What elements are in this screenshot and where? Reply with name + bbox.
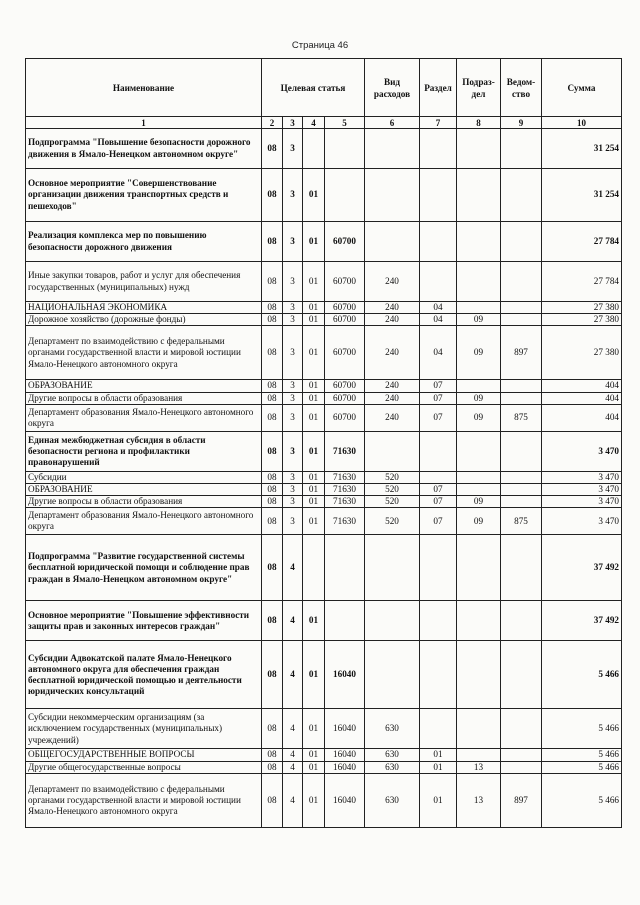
target-activity: 01 [303, 326, 325, 380]
subsection-code [457, 431, 501, 471]
row-sum: 5 466 [542, 641, 622, 709]
target-program: 08 [262, 641, 283, 709]
target-program: 08 [262, 129, 283, 169]
row-sum: 27 380 [542, 314, 622, 326]
column-number: 6 [365, 117, 420, 129]
column-number: 3 [283, 117, 303, 129]
target-subprogram: 3 [283, 302, 303, 314]
expense-type: 630 [365, 709, 420, 749]
column-number: 9 [501, 117, 542, 129]
subsection-code: 13 [457, 761, 501, 773]
section-code: 07 [420, 404, 457, 431]
header-sum: Сумма [542, 59, 622, 117]
header-subsection: Подраз-дел [457, 59, 501, 117]
section-code: 04 [420, 314, 457, 326]
subsection-code [457, 484, 501, 496]
table-row [26, 169, 622, 222]
department-code [501, 641, 542, 709]
section-code: 04 [420, 302, 457, 314]
table-row [26, 326, 622, 380]
section-code [420, 535, 457, 601]
target-subprogram: 3 [283, 222, 303, 262]
target-activity: 01 [303, 314, 325, 326]
target-direction: 16040 [325, 773, 365, 827]
target-program: 08 [262, 773, 283, 827]
subsection-code: 09 [457, 392, 501, 404]
target-direction: 71630 [325, 431, 365, 471]
target-subprogram: 3 [283, 404, 303, 431]
row-sum: 5 466 [542, 709, 622, 749]
budget-table [25, 58, 622, 828]
row-name: НАЦИОНАЛЬНАЯ ЭКОНОМИКА [26, 302, 262, 314]
target-activity: 01 [303, 431, 325, 471]
target-activity [303, 535, 325, 601]
section-code: 01 [420, 761, 457, 773]
row-sum: 404 [542, 380, 622, 392]
table-row [26, 601, 622, 641]
target-activity: 01 [303, 392, 325, 404]
section-code: 04 [420, 326, 457, 380]
expense-type: 520 [365, 508, 420, 535]
row-sum: 3 470 [542, 508, 622, 535]
section-code [420, 169, 457, 222]
row-sum: 37 492 [542, 535, 622, 601]
target-activity: 01 [303, 222, 325, 262]
target-subprogram: 3 [283, 484, 303, 496]
table-body [26, 129, 622, 828]
target-subprogram: 3 [283, 129, 303, 169]
target-subprogram: 4 [283, 749, 303, 761]
target-direction: 16040 [325, 749, 365, 761]
row-sum: 3 470 [542, 484, 622, 496]
table-row [26, 761, 622, 773]
target-program: 08 [262, 496, 283, 508]
table-row [26, 508, 622, 535]
table-row [26, 404, 622, 431]
table-row [26, 302, 622, 314]
header-department: Ведом-ство [501, 59, 542, 117]
department-code [501, 169, 542, 222]
expense-type: 240 [365, 314, 420, 326]
target-direction: 71630 [325, 471, 365, 483]
target-program: 08 [262, 169, 283, 222]
subsection-code: 09 [457, 326, 501, 380]
expense-type: 240 [365, 392, 420, 404]
table-row [26, 641, 622, 709]
subsection-code [457, 641, 501, 709]
row-sum: 27 784 [542, 262, 622, 302]
expense-type [365, 431, 420, 471]
table-row [26, 496, 622, 508]
target-direction: 60700 [325, 380, 365, 392]
subsection-code: 09 [457, 508, 501, 535]
target-subprogram: 3 [283, 496, 303, 508]
column-number: 5 [325, 117, 365, 129]
target-program: 08 [262, 709, 283, 749]
row-sum: 3 470 [542, 496, 622, 508]
section-code [420, 431, 457, 471]
department-code [501, 471, 542, 483]
target-activity: 01 [303, 169, 325, 222]
target-program: 08 [262, 326, 283, 380]
table-row [26, 392, 622, 404]
row-name: Иные закупки товаров, работ и услуг для обеспечения государственных (муниципальных) нужд [26, 262, 262, 302]
target-program: 08 [262, 749, 283, 761]
target-direction: 71630 [325, 484, 365, 496]
target-activity: 01 [303, 262, 325, 302]
section-code: 01 [420, 773, 457, 827]
section-code [420, 222, 457, 262]
row-name: ОБРАЗОВАНИЕ [26, 380, 262, 392]
header-section: Раздел [420, 59, 457, 117]
target-subprogram: 3 [283, 314, 303, 326]
column-number: 4 [303, 117, 325, 129]
section-code [420, 641, 457, 709]
target-program: 08 [262, 380, 283, 392]
table-row [26, 484, 622, 496]
row-name: ОБРАЗОВАНИЕ [26, 484, 262, 496]
row-name: Департамент образования Ямало-Ненецкого автономного округа [26, 404, 262, 431]
target-program: 08 [262, 302, 283, 314]
target-subprogram: 3 [283, 471, 303, 483]
table-row [26, 262, 622, 302]
section-code [420, 471, 457, 483]
target-program: 08 [262, 601, 283, 641]
department-code: 875 [501, 508, 542, 535]
table-row [26, 222, 622, 262]
target-program: 08 [262, 222, 283, 262]
header-name: Наименование [26, 59, 262, 117]
target-direction: 16040 [325, 709, 365, 749]
target-direction: 71630 [325, 508, 365, 535]
expense-type [365, 129, 420, 169]
subsection-code [457, 169, 501, 222]
subsection-code [457, 302, 501, 314]
row-sum: 5 466 [542, 749, 622, 761]
department-code [501, 392, 542, 404]
target-activity: 01 [303, 471, 325, 483]
target-direction: 60700 [325, 302, 365, 314]
row-sum: 3 470 [542, 431, 622, 471]
target-direction: 60700 [325, 392, 365, 404]
section-code: 07 [420, 380, 457, 392]
target-program: 08 [262, 314, 283, 326]
column-number: 2 [262, 117, 283, 129]
department-code [501, 749, 542, 761]
expense-type: 240 [365, 326, 420, 380]
document-sheet [25, 58, 622, 828]
row-sum: 5 466 [542, 761, 622, 773]
department-code: 897 [501, 326, 542, 380]
expense-type [365, 222, 420, 262]
department-code [501, 601, 542, 641]
department-code [501, 709, 542, 749]
row-name: Другие общегосударственные вопросы [26, 761, 262, 773]
row-name: Другие вопросы в области образования [26, 392, 262, 404]
target-activity: 01 [303, 601, 325, 641]
expense-type: 520 [365, 471, 420, 483]
row-name: Субсидии Адвокатской палате Ямало-Ненецкого автономного округа для обеспечения граждан бесплатной юридической помощью и деятельности юридических консультаций [26, 641, 262, 709]
row-name: Департамент по взаимодействию с федеральными органами государственной власти и мировой юстиции Ямало-Ненецкого автономного округа [26, 773, 262, 827]
section-code: 01 [420, 749, 457, 761]
table-row [26, 535, 622, 601]
header-target-article: Целевая статья [262, 59, 365, 117]
row-name: Подпрограмма "Развитие государственной системы бесплатной юридической помощи и соблюдение прав граждан в Ямало-Ненецком автономном округе" [26, 535, 262, 601]
subsection-code [457, 709, 501, 749]
row-sum: 404 [542, 404, 622, 431]
row-name: Основное мероприятие "Совершенствование организации движения транспортных средств и пешеходов" [26, 169, 262, 222]
subsection-code [457, 222, 501, 262]
target-subprogram: 4 [283, 761, 303, 773]
target-program: 08 [262, 508, 283, 535]
section-code [420, 709, 457, 749]
department-code [501, 262, 542, 302]
target-subprogram: 4 [283, 709, 303, 749]
target-direction: 60700 [325, 222, 365, 262]
row-sum: 31 254 [542, 169, 622, 222]
target-activity: 01 [303, 641, 325, 709]
row-sum: 37 492 [542, 601, 622, 641]
target-subprogram: 4 [283, 535, 303, 601]
section-code [420, 262, 457, 302]
page-number: Страница 46 [291, 40, 349, 51]
section-code: 07 [420, 484, 457, 496]
target-subprogram: 3 [283, 380, 303, 392]
subsection-code [457, 471, 501, 483]
target-activity: 01 [303, 761, 325, 773]
expense-type: 520 [365, 496, 420, 508]
target-subprogram: 3 [283, 508, 303, 535]
row-name: Субсидии [26, 471, 262, 483]
department-code [501, 314, 542, 326]
column-numbers-row [26, 117, 622, 129]
department-code [501, 222, 542, 262]
target-direction: 60700 [325, 262, 365, 302]
expense-type: 240 [365, 262, 420, 302]
expense-type: 630 [365, 773, 420, 827]
subsection-code [457, 749, 501, 761]
target-subprogram: 3 [283, 431, 303, 471]
target-activity: 01 [303, 404, 325, 431]
column-number: 8 [457, 117, 501, 129]
subsection-code [457, 129, 501, 169]
row-name: ОБЩЕГОСУДАРСТВЕННЫЕ ВОПРОСЫ [26, 749, 262, 761]
section-code: 07 [420, 496, 457, 508]
target-direction: 60700 [325, 314, 365, 326]
expense-type [365, 601, 420, 641]
target-activity: 01 [303, 508, 325, 535]
target-subprogram: 3 [283, 169, 303, 222]
target-activity: 01 [303, 496, 325, 508]
row-name: Основное мероприятие "Повышение эффективности защиты прав и законных интересов граждан" [26, 601, 262, 641]
target-subprogram: 4 [283, 773, 303, 827]
target-activity: 01 [303, 380, 325, 392]
row-name: Единая межбюджетная субсидия в области безопасности региона и профилактики правонарушений [26, 431, 262, 471]
target-subprogram: 3 [283, 392, 303, 404]
table-row [26, 129, 622, 169]
subsection-code: 09 [457, 496, 501, 508]
target-direction [325, 129, 365, 169]
target-subprogram: 4 [283, 641, 303, 709]
row-sum: 3 470 [542, 471, 622, 483]
department-code [501, 302, 542, 314]
table-row [26, 773, 622, 827]
row-sum: 27 784 [542, 222, 622, 262]
subsection-code [457, 380, 501, 392]
row-sum: 27 380 [542, 302, 622, 314]
expense-type [365, 641, 420, 709]
expense-type: 630 [365, 761, 420, 773]
column-number: 1 [26, 117, 262, 129]
department-code [501, 431, 542, 471]
target-direction [325, 169, 365, 222]
row-sum: 5 466 [542, 773, 622, 827]
target-direction [325, 535, 365, 601]
subsection-code [457, 535, 501, 601]
expense-type: 520 [365, 484, 420, 496]
expense-type: 240 [365, 302, 420, 314]
target-program: 08 [262, 262, 283, 302]
expense-type: 240 [365, 404, 420, 431]
subsection-code: 09 [457, 314, 501, 326]
section-code: 07 [420, 392, 457, 404]
department-code [501, 380, 542, 392]
row-name: Субсидии некоммерческим организациям (за исключением государственных (муниципальных) учреждений) [26, 709, 262, 749]
expense-type [365, 535, 420, 601]
subsection-code [457, 601, 501, 641]
row-sum: 27 380 [542, 326, 622, 380]
row-sum: 31 254 [542, 129, 622, 169]
table-row [26, 431, 622, 471]
row-name: Департамент образования Ямало-Ненецкого автономного округа [26, 508, 262, 535]
section-code [420, 129, 457, 169]
target-direction: 60700 [325, 404, 365, 431]
target-subprogram: 4 [283, 601, 303, 641]
table-row [26, 749, 622, 761]
target-subprogram: 3 [283, 262, 303, 302]
target-activity: 01 [303, 709, 325, 749]
subsection-code: 13 [457, 773, 501, 827]
target-direction [325, 601, 365, 641]
expense-type: 240 [365, 380, 420, 392]
row-sum: 404 [542, 392, 622, 404]
row-name: Реализация комплекса мер по повышению безопасности дорожного движения [26, 222, 262, 262]
expense-type: 630 [365, 749, 420, 761]
target-program: 08 [262, 404, 283, 431]
header-row [26, 59, 622, 117]
department-code [501, 496, 542, 508]
table-row [26, 709, 622, 749]
target-direction: 16040 [325, 761, 365, 773]
column-number: 7 [420, 117, 457, 129]
target-program: 08 [262, 761, 283, 773]
target-direction: 71630 [325, 496, 365, 508]
department-code: 897 [501, 773, 542, 827]
table-row [26, 380, 622, 392]
target-activity: 01 [303, 302, 325, 314]
subsection-code [457, 262, 501, 302]
department-code [501, 535, 542, 601]
target-program: 08 [262, 484, 283, 496]
subsection-code: 09 [457, 404, 501, 431]
row-name: Дорожное хозяйство (дорожные фонды) [26, 314, 262, 326]
target-direction: 60700 [325, 326, 365, 380]
department-code [501, 484, 542, 496]
table-row [26, 314, 622, 326]
section-code: 07 [420, 508, 457, 535]
target-activity [303, 129, 325, 169]
row-name: Подпрограмма "Повышение безопасности дорожного движения в Ямало-Ненецком автономном округе" [26, 129, 262, 169]
target-direction: 16040 [325, 641, 365, 709]
header-expense-type: Вид расходов [365, 59, 420, 117]
department-code [501, 761, 542, 773]
target-activity: 01 [303, 484, 325, 496]
table-row [26, 471, 622, 483]
target-program: 08 [262, 431, 283, 471]
expense-type [365, 169, 420, 222]
target-subprogram: 3 [283, 326, 303, 380]
target-program: 08 [262, 392, 283, 404]
column-number: 10 [542, 117, 622, 129]
row-name: Департамент по взаимодействию с федеральными органами государственной власти и мировой юстиции Ямало-Ненецкого автономного округа [26, 326, 262, 380]
target-program: 08 [262, 535, 283, 601]
target-activity: 01 [303, 749, 325, 761]
section-code [420, 601, 457, 641]
department-code: 875 [501, 404, 542, 431]
target-activity: 01 [303, 773, 325, 827]
department-code [501, 129, 542, 169]
row-name: Другие вопросы в области образования [26, 496, 262, 508]
target-program: 08 [262, 471, 283, 483]
